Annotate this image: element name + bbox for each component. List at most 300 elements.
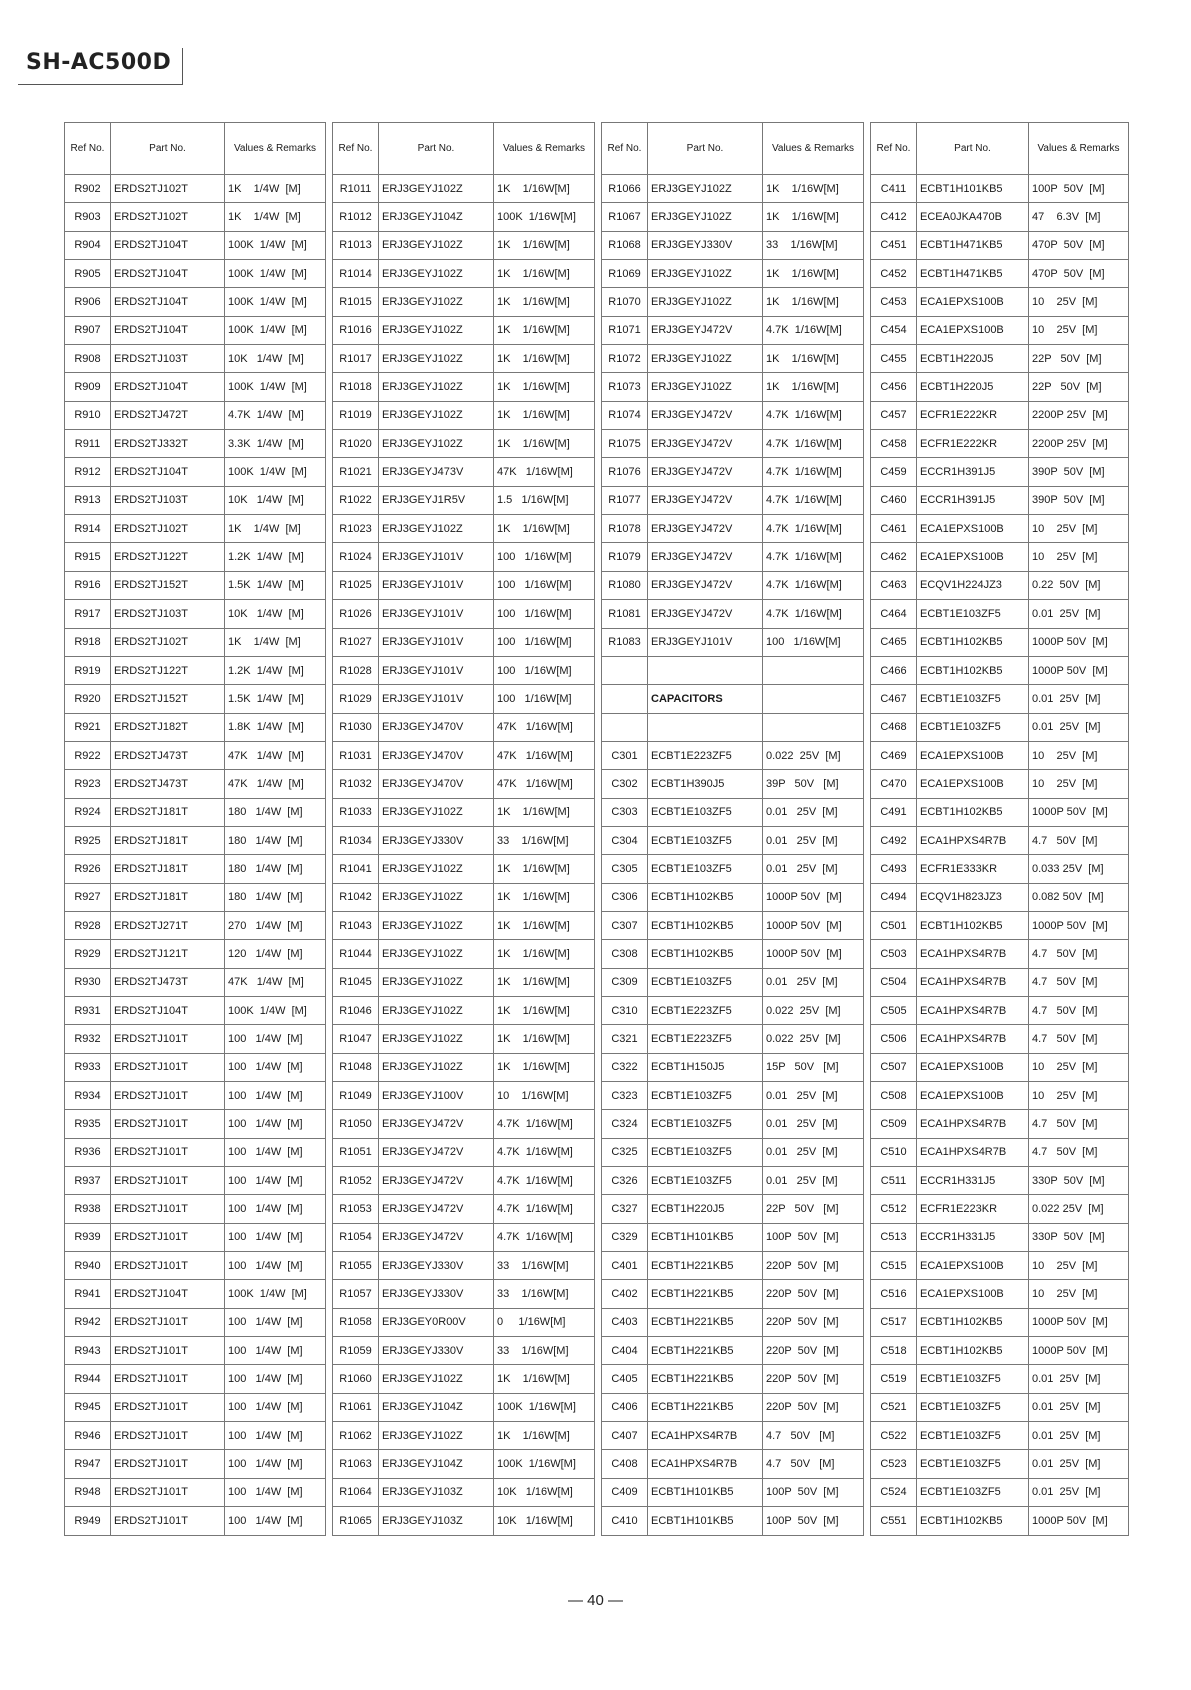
values-cell: 33 1/16W[M]	[494, 1252, 595, 1280]
values-cell: 1K 1/16W[M]	[494, 515, 595, 543]
values-cell: 100K 1/16W[M]	[494, 1393, 595, 1421]
table-row	[333, 571, 595, 599]
page-number: — 40 —	[567, 1592, 624, 1609]
ref-no-cell: R1013	[333, 231, 379, 259]
ref-no-cell: C511	[871, 1167, 917, 1195]
ref-no-cell: C412	[871, 203, 917, 231]
ref-no-cell: C326	[602, 1167, 648, 1195]
table-row	[333, 1365, 595, 1393]
table-row	[333, 1507, 595, 1535]
values-cell: 22P 50V [M]	[1029, 373, 1129, 401]
ref-no-cell: C505	[871, 996, 917, 1024]
ref-no-cell: C501	[871, 911, 917, 939]
table-row	[871, 826, 1129, 854]
table-row	[602, 798, 864, 826]
table-row	[602, 486, 864, 514]
header-part-no: Part No.	[111, 123, 225, 175]
table-row	[65, 430, 326, 458]
table-row	[871, 1138, 1129, 1166]
table-row	[602, 1167, 864, 1195]
table-row	[333, 1478, 595, 1506]
part-no-cell: ERJ3GEYJ472V	[379, 1223, 494, 1251]
ref-no-cell: R1063	[333, 1450, 379, 1478]
values-cell: 1.5K 1/4W [M]	[225, 685, 326, 713]
ref-no-cell: R1079	[602, 543, 648, 571]
ref-no-cell: R948	[65, 1478, 111, 1506]
values-cell: 270 1/4W [M]	[225, 911, 326, 939]
part-no-cell: ERDS2TJ104T	[111, 316, 225, 344]
table-row	[871, 996, 1129, 1024]
table-row	[602, 571, 864, 599]
table-row	[333, 1025, 595, 1053]
part-no-cell: ECBT1E103ZF5	[917, 1450, 1029, 1478]
ref-no-cell: R914	[65, 515, 111, 543]
values-cell: 180 1/4W [M]	[225, 883, 326, 911]
values-cell: 100 1/4W [M]	[225, 1337, 326, 1365]
ref-no-cell: R1033	[333, 798, 379, 826]
table-row	[65, 1422, 326, 1450]
values-cell: 47K 1/4W [M]	[225, 968, 326, 996]
table-row	[871, 571, 1129, 599]
table-row	[333, 600, 595, 628]
values-cell: 33 1/16W[M]	[763, 231, 864, 259]
part-no-cell: ERDS2TJ101T	[111, 1393, 225, 1421]
values-cell: 1K 1/16W[M]	[494, 373, 595, 401]
ref-no-cell: R1052	[333, 1167, 379, 1195]
part-no-cell: ERDS2TJ101T	[111, 1478, 225, 1506]
ref-no-cell: R1046	[333, 996, 379, 1024]
ref-no-cell: R930	[65, 968, 111, 996]
part-no-cell: ERDS2TJ181T	[111, 855, 225, 883]
table-row	[871, 1082, 1129, 1110]
part-no-cell: ECBT1H471KB5	[917, 231, 1029, 259]
parts-table-2	[332, 122, 595, 1536]
ref-no-cell: R1060	[333, 1365, 379, 1393]
table-row	[65, 1025, 326, 1053]
part-no-cell: ERDS2TJ104T	[111, 996, 225, 1024]
ref-no-cell: C458	[871, 430, 917, 458]
table-row	[333, 486, 595, 514]
part-no-cell: ECBT1H220J5	[917, 373, 1029, 401]
part-no-cell: ECBT1E103ZF5	[917, 1422, 1029, 1450]
table-row	[65, 1478, 326, 1506]
part-no-cell: ERJ3GEYJ472V	[648, 571, 763, 599]
table-row	[602, 600, 864, 628]
values-cell: 0.01 25V [M]	[1029, 685, 1129, 713]
values-cell: 0 1/16W[M]	[494, 1308, 595, 1336]
values-cell	[763, 685, 864, 713]
values-cell: 47K 1/16W[M]	[494, 770, 595, 798]
part-no-cell: ERDS2TJ104T	[111, 231, 225, 259]
ref-no-cell: R1062	[333, 1422, 379, 1450]
table-row	[602, 1195, 864, 1223]
values-cell: 1000P 50V [M]	[763, 883, 864, 911]
values-cell: 220P 50V [M]	[763, 1393, 864, 1421]
part-no-cell: ECA1HPXS4R7B	[917, 968, 1029, 996]
ref-no-cell: R915	[65, 543, 111, 571]
ref-no-cell: R1044	[333, 940, 379, 968]
ref-no-cell: C459	[871, 458, 917, 486]
table-row	[65, 401, 326, 429]
ref-no-cell: R923	[65, 770, 111, 798]
values-cell: 1K 1/16W[M]	[494, 798, 595, 826]
ref-no-cell: R1065	[333, 1507, 379, 1535]
ref-no-cell: R1022	[333, 486, 379, 514]
values-cell: 10K 1/16W[M]	[494, 1478, 595, 1506]
values-cell: 4.7 50V [M]	[1029, 1138, 1129, 1166]
table-row	[602, 1280, 864, 1308]
table-row	[333, 316, 595, 344]
part-no-cell: ECA1EPXS100B	[917, 515, 1029, 543]
part-no-cell: ERJ3GEYJ102Z	[379, 345, 494, 373]
part-no-cell: ERDS2TJ101T	[111, 1422, 225, 1450]
values-cell: 100K 1/4W [M]	[225, 316, 326, 344]
table-row	[871, 430, 1129, 458]
values-cell: 4.7 50V [M]	[1029, 826, 1129, 854]
ref-no-cell: C404	[602, 1337, 648, 1365]
ref-no-cell: R1081	[602, 600, 648, 628]
ref-no-cell: C308	[602, 940, 648, 968]
values-cell: 1000P 50V [M]	[1029, 628, 1129, 656]
part-no-cell: ECBT1H221KB5	[648, 1280, 763, 1308]
part-no-cell: ERJ3GEYJ101V	[379, 600, 494, 628]
ref-no-cell: C301	[602, 741, 648, 769]
values-cell: 1000P 50V [M]	[1029, 1308, 1129, 1336]
table-row	[871, 1393, 1129, 1421]
part-no-cell: ECBT1H221KB5	[648, 1393, 763, 1421]
header-ref-no: Ref No.	[602, 123, 648, 175]
table-row	[602, 515, 864, 543]
ref-no-cell: R1049	[333, 1082, 379, 1110]
part-no-cell: ECFR1E333KR	[917, 855, 1029, 883]
parts-table-1	[64, 122, 326, 1536]
values-cell: 100 1/4W [M]	[225, 1365, 326, 1393]
ref-no-cell: R911	[65, 430, 111, 458]
table-row	[602, 260, 864, 288]
values-cell: 39P 50V [M]	[763, 770, 864, 798]
ref-no-cell: C455	[871, 345, 917, 373]
values-cell: 1K 1/16W[M]	[763, 373, 864, 401]
part-no-cell: ECFR1E222KR	[917, 401, 1029, 429]
part-no-cell: ERJ3GEYJ102Z	[379, 373, 494, 401]
table-row	[333, 1223, 595, 1251]
part-no-cell	[648, 713, 763, 741]
ref-no-cell: C508	[871, 1082, 917, 1110]
values-cell: 1000P 50V [M]	[1029, 911, 1129, 939]
ref-no-cell: R945	[65, 1393, 111, 1421]
header-values-remarks: Values & Remarks	[494, 123, 595, 175]
ref-no-cell: C306	[602, 883, 648, 911]
part-no-cell: ECBT1H390J5	[648, 770, 763, 798]
table-row	[871, 1308, 1129, 1336]
ref-no-cell: C401	[602, 1252, 648, 1280]
values-cell: 1K 1/16W[M]	[494, 1365, 595, 1393]
part-no-cell: ECBT1H102KB5	[917, 628, 1029, 656]
ref-no-cell: R1069	[602, 260, 648, 288]
table-row	[602, 883, 864, 911]
values-cell: 100P 50V [M]	[763, 1478, 864, 1506]
table-row	[871, 175, 1129, 203]
part-no-cell: ERDS2TJ103T	[111, 486, 225, 514]
part-no-cell: ERJ3GEYJ102Z	[379, 996, 494, 1024]
part-no-cell: ECBT1E103ZF5	[917, 713, 1029, 741]
part-no-cell: ECBT1H220J5	[917, 345, 1029, 373]
table-row	[602, 1507, 864, 1535]
ref-no-cell: C451	[871, 231, 917, 259]
part-no-cell: ERDS2TJ121T	[111, 940, 225, 968]
values-cell: 0.082 50V [M]	[1029, 883, 1129, 911]
ref-no-cell: C452	[871, 260, 917, 288]
ref-no-cell: R1077	[602, 486, 648, 514]
table-row	[333, 373, 595, 401]
values-cell: 10 25V [M]	[1029, 515, 1129, 543]
values-cell: 0.022 25V [M]	[763, 996, 864, 1024]
table-row	[871, 1252, 1129, 1280]
ref-no-cell: R1027	[333, 628, 379, 656]
table-row	[602, 543, 864, 571]
values-cell: 4.7K 1/16W[M]	[763, 486, 864, 514]
header-part-no: Part No.	[917, 123, 1029, 175]
values-cell: 100 1/4W [M]	[225, 1422, 326, 1450]
values-cell: 3.3K 1/4W [M]	[225, 430, 326, 458]
ref-no-cell: R1083	[602, 628, 648, 656]
table-row	[333, 345, 595, 373]
ref-no-cell: R940	[65, 1252, 111, 1280]
ref-no-cell: R907	[65, 316, 111, 344]
part-no-cell: ERJ3GEYJ102Z	[379, 430, 494, 458]
values-cell: 1000P 50V [M]	[1029, 1507, 1129, 1535]
values-cell: 47K 1/16W[M]	[494, 713, 595, 741]
ref-no-cell: C329	[602, 1223, 648, 1251]
ref-no-cell: C304	[602, 826, 648, 854]
table-header-row	[333, 123, 595, 175]
table-row	[65, 1223, 326, 1251]
table-row	[602, 855, 864, 883]
ref-no-cell: R936	[65, 1138, 111, 1166]
values-cell: 4.7K 1/16W[M]	[494, 1223, 595, 1251]
table-row	[871, 1507, 1129, 1535]
ref-no-cell: C517	[871, 1308, 917, 1336]
table-row	[871, 770, 1129, 798]
part-no-cell: ECBT1E223ZF5	[648, 996, 763, 1024]
table-row	[65, 571, 326, 599]
values-cell: 0.01 25V [M]	[763, 1138, 864, 1166]
values-cell: 4.7K 1/16W[M]	[763, 543, 864, 571]
values-cell: 120 1/4W [M]	[225, 940, 326, 968]
ref-no-cell: C461	[871, 515, 917, 543]
table-row	[65, 1337, 326, 1365]
part-no-cell: ECBT1E103ZF5	[648, 1110, 763, 1138]
values-cell: 0.22 50V [M]	[1029, 571, 1129, 599]
part-no-cell: ERDS2TJ101T	[111, 1110, 225, 1138]
ref-no-cell: C515	[871, 1252, 917, 1280]
ref-no-cell: C323	[602, 1082, 648, 1110]
table-row	[871, 1450, 1129, 1478]
ref-no-cell: R909	[65, 373, 111, 401]
part-no-cell: ERJ3GEYJ104Z	[379, 1393, 494, 1421]
values-cell: 2200P 25V [M]	[1029, 401, 1129, 429]
table-row	[333, 543, 595, 571]
ref-no-cell: R1019	[333, 401, 379, 429]
ref-no-cell: R938	[65, 1195, 111, 1223]
ref-no-cell: C305	[602, 855, 648, 883]
table-row	[65, 1280, 326, 1308]
part-no-cell: ERDS2TJ473T	[111, 741, 225, 769]
table-row	[871, 1167, 1129, 1195]
table-row	[602, 713, 864, 741]
table-row	[333, 203, 595, 231]
part-no-cell: ERDS2TJ101T	[111, 1365, 225, 1393]
table-row	[333, 940, 595, 968]
table-row	[333, 175, 595, 203]
part-no-cell: ERJ3GEYJ101V	[379, 543, 494, 571]
ref-no-cell: R1067	[602, 203, 648, 231]
part-no-cell: ERDS2TJ332T	[111, 430, 225, 458]
part-no-cell: ERDS2TJ101T	[111, 1053, 225, 1081]
values-cell	[763, 713, 864, 741]
ref-no-cell: R1070	[602, 288, 648, 316]
header-values-remarks: Values & Remarks	[1029, 123, 1129, 175]
values-cell: 1K 1/4W [M]	[225, 515, 326, 543]
table-row	[602, 1025, 864, 1053]
ref-no-cell: C325	[602, 1138, 648, 1166]
part-no-cell: ECCR1H391J5	[917, 458, 1029, 486]
ref-no-cell: R931	[65, 996, 111, 1024]
ref-no-cell: R1066	[602, 175, 648, 203]
ref-no-cell: C409	[602, 1478, 648, 1506]
table-row	[65, 996, 326, 1024]
values-cell: 0.01 25V [M]	[1029, 1422, 1129, 1450]
part-no-cell: ERDS2TJ104T	[111, 373, 225, 401]
ref-no-cell: R919	[65, 656, 111, 684]
table-row	[333, 656, 595, 684]
part-no-cell: ECA1EPXS100B	[917, 288, 1029, 316]
part-no-cell: ECBT1H221KB5	[648, 1365, 763, 1393]
ref-no-cell: R917	[65, 600, 111, 628]
ref-no-cell: R939	[65, 1223, 111, 1251]
values-cell: 100P 50V [M]	[1029, 175, 1129, 203]
values-cell: 10 25V [M]	[1029, 741, 1129, 769]
table-row	[871, 458, 1129, 486]
part-no-cell: ECCR1H331J5	[917, 1223, 1029, 1251]
model-title-rule-horizontal	[18, 84, 183, 85]
values-cell: 0.01 25V [M]	[1029, 713, 1129, 741]
ref-no-cell	[602, 656, 648, 684]
table-row	[871, 911, 1129, 939]
part-no-cell: ECFR1E223KR	[917, 1195, 1029, 1223]
part-no-cell: ECBT1E103ZF5	[648, 1138, 763, 1166]
ref-no-cell: R946	[65, 1422, 111, 1450]
table-row	[333, 855, 595, 883]
header-ref-no: Ref No.	[65, 123, 111, 175]
ref-no-cell: C467	[871, 685, 917, 713]
table-row	[602, 316, 864, 344]
ref-no-cell: R1011	[333, 175, 379, 203]
table-row	[871, 373, 1129, 401]
values-cell: 10 25V [M]	[1029, 543, 1129, 571]
ref-no-cell: R1072	[602, 345, 648, 373]
values-cell: 0.022 25V [M]	[763, 1025, 864, 1053]
table-row	[871, 713, 1129, 741]
table-row	[602, 1478, 864, 1506]
values-cell: 0.01 25V [M]	[763, 1167, 864, 1195]
table-row	[65, 345, 326, 373]
values-cell: 100 1/4W [M]	[225, 1053, 326, 1081]
part-no-cell: ECA1EPXS100B	[917, 741, 1029, 769]
part-no-cell: ECBT1H102KB5	[917, 1337, 1029, 1365]
values-cell: 180 1/4W [M]	[225, 826, 326, 854]
table-row	[871, 968, 1129, 996]
values-cell: 100 1/4W [M]	[225, 1110, 326, 1138]
ref-no-cell: C463	[871, 571, 917, 599]
part-no-cell: ECBT1H102KB5	[917, 798, 1029, 826]
table-row	[333, 1195, 595, 1223]
values-cell: 47K 1/4W [M]	[225, 770, 326, 798]
ref-no-cell: C469	[871, 741, 917, 769]
values-cell: 100 1/4W [M]	[225, 1478, 326, 1506]
part-no-cell: ECA1EPXS100B	[917, 543, 1029, 571]
table-row	[602, 373, 864, 401]
table-row	[871, 543, 1129, 571]
part-no-cell: ERJ3GEYJ102Z	[379, 1053, 494, 1081]
values-cell: 4.7 50V [M]	[1029, 940, 1129, 968]
values-cell: 220P 50V [M]	[763, 1365, 864, 1393]
values-cell: 100 1/4W [M]	[225, 1507, 326, 1535]
values-cell: 10 25V [M]	[1029, 1252, 1129, 1280]
table-row	[65, 373, 326, 401]
values-cell: 1K 1/16W[M]	[494, 175, 595, 203]
ref-no-cell: R1061	[333, 1393, 379, 1421]
table-row	[333, 713, 595, 741]
part-no-cell: ERJ3GEYJ102Z	[379, 883, 494, 911]
ref-no-cell: R933	[65, 1053, 111, 1081]
ref-no-cell: C309	[602, 968, 648, 996]
values-cell: 100 1/4W [M]	[225, 1082, 326, 1110]
ref-no-cell: C491	[871, 798, 917, 826]
part-no-cell: ERDS2TJ101T	[111, 1308, 225, 1336]
values-cell: 4.7K 1/16W[M]	[763, 316, 864, 344]
ref-no-cell: R1059	[333, 1337, 379, 1365]
part-no-cell: ERJ3GEYJ104Z	[379, 203, 494, 231]
values-cell: 1K 1/16W[M]	[494, 1422, 595, 1450]
part-no-cell: ERJ3GEYJ102Z	[379, 515, 494, 543]
part-no-cell: ERDS2TJ472T	[111, 401, 225, 429]
ref-no-cell: R902	[65, 175, 111, 203]
part-no-cell: ERDS2TJ122T	[111, 656, 225, 684]
table-row	[602, 940, 864, 968]
part-no-cell: ERDS2TJ181T	[111, 798, 225, 826]
part-no-cell: ECBT1H101KB5	[917, 175, 1029, 203]
header-part-no: Part No.	[648, 123, 763, 175]
values-cell: 180 1/4W [M]	[225, 798, 326, 826]
values-cell: 0.01 25V [M]	[1029, 1478, 1129, 1506]
values-cell: 100 1/4W [M]	[225, 1167, 326, 1195]
values-cell: 470P 50V [M]	[1029, 260, 1129, 288]
values-cell: 220P 50V [M]	[763, 1337, 864, 1365]
ref-no-cell: R910	[65, 401, 111, 429]
ref-no-cell: C324	[602, 1110, 648, 1138]
ref-no-cell: R1053	[333, 1195, 379, 1223]
table-row	[871, 203, 1129, 231]
table-row	[602, 1223, 864, 1251]
table-row	[333, 1110, 595, 1138]
part-no-cell: ERDS2TJ152T	[111, 685, 225, 713]
part-no-cell: ECA1HPXS4R7B	[917, 1025, 1029, 1053]
part-no-cell: ECA1HPXS4R7B	[648, 1450, 763, 1478]
table-row	[65, 741, 326, 769]
part-no-cell: ERJ3GEYJ102Z	[379, 288, 494, 316]
values-cell: 1K 1/16W[M]	[494, 316, 595, 344]
